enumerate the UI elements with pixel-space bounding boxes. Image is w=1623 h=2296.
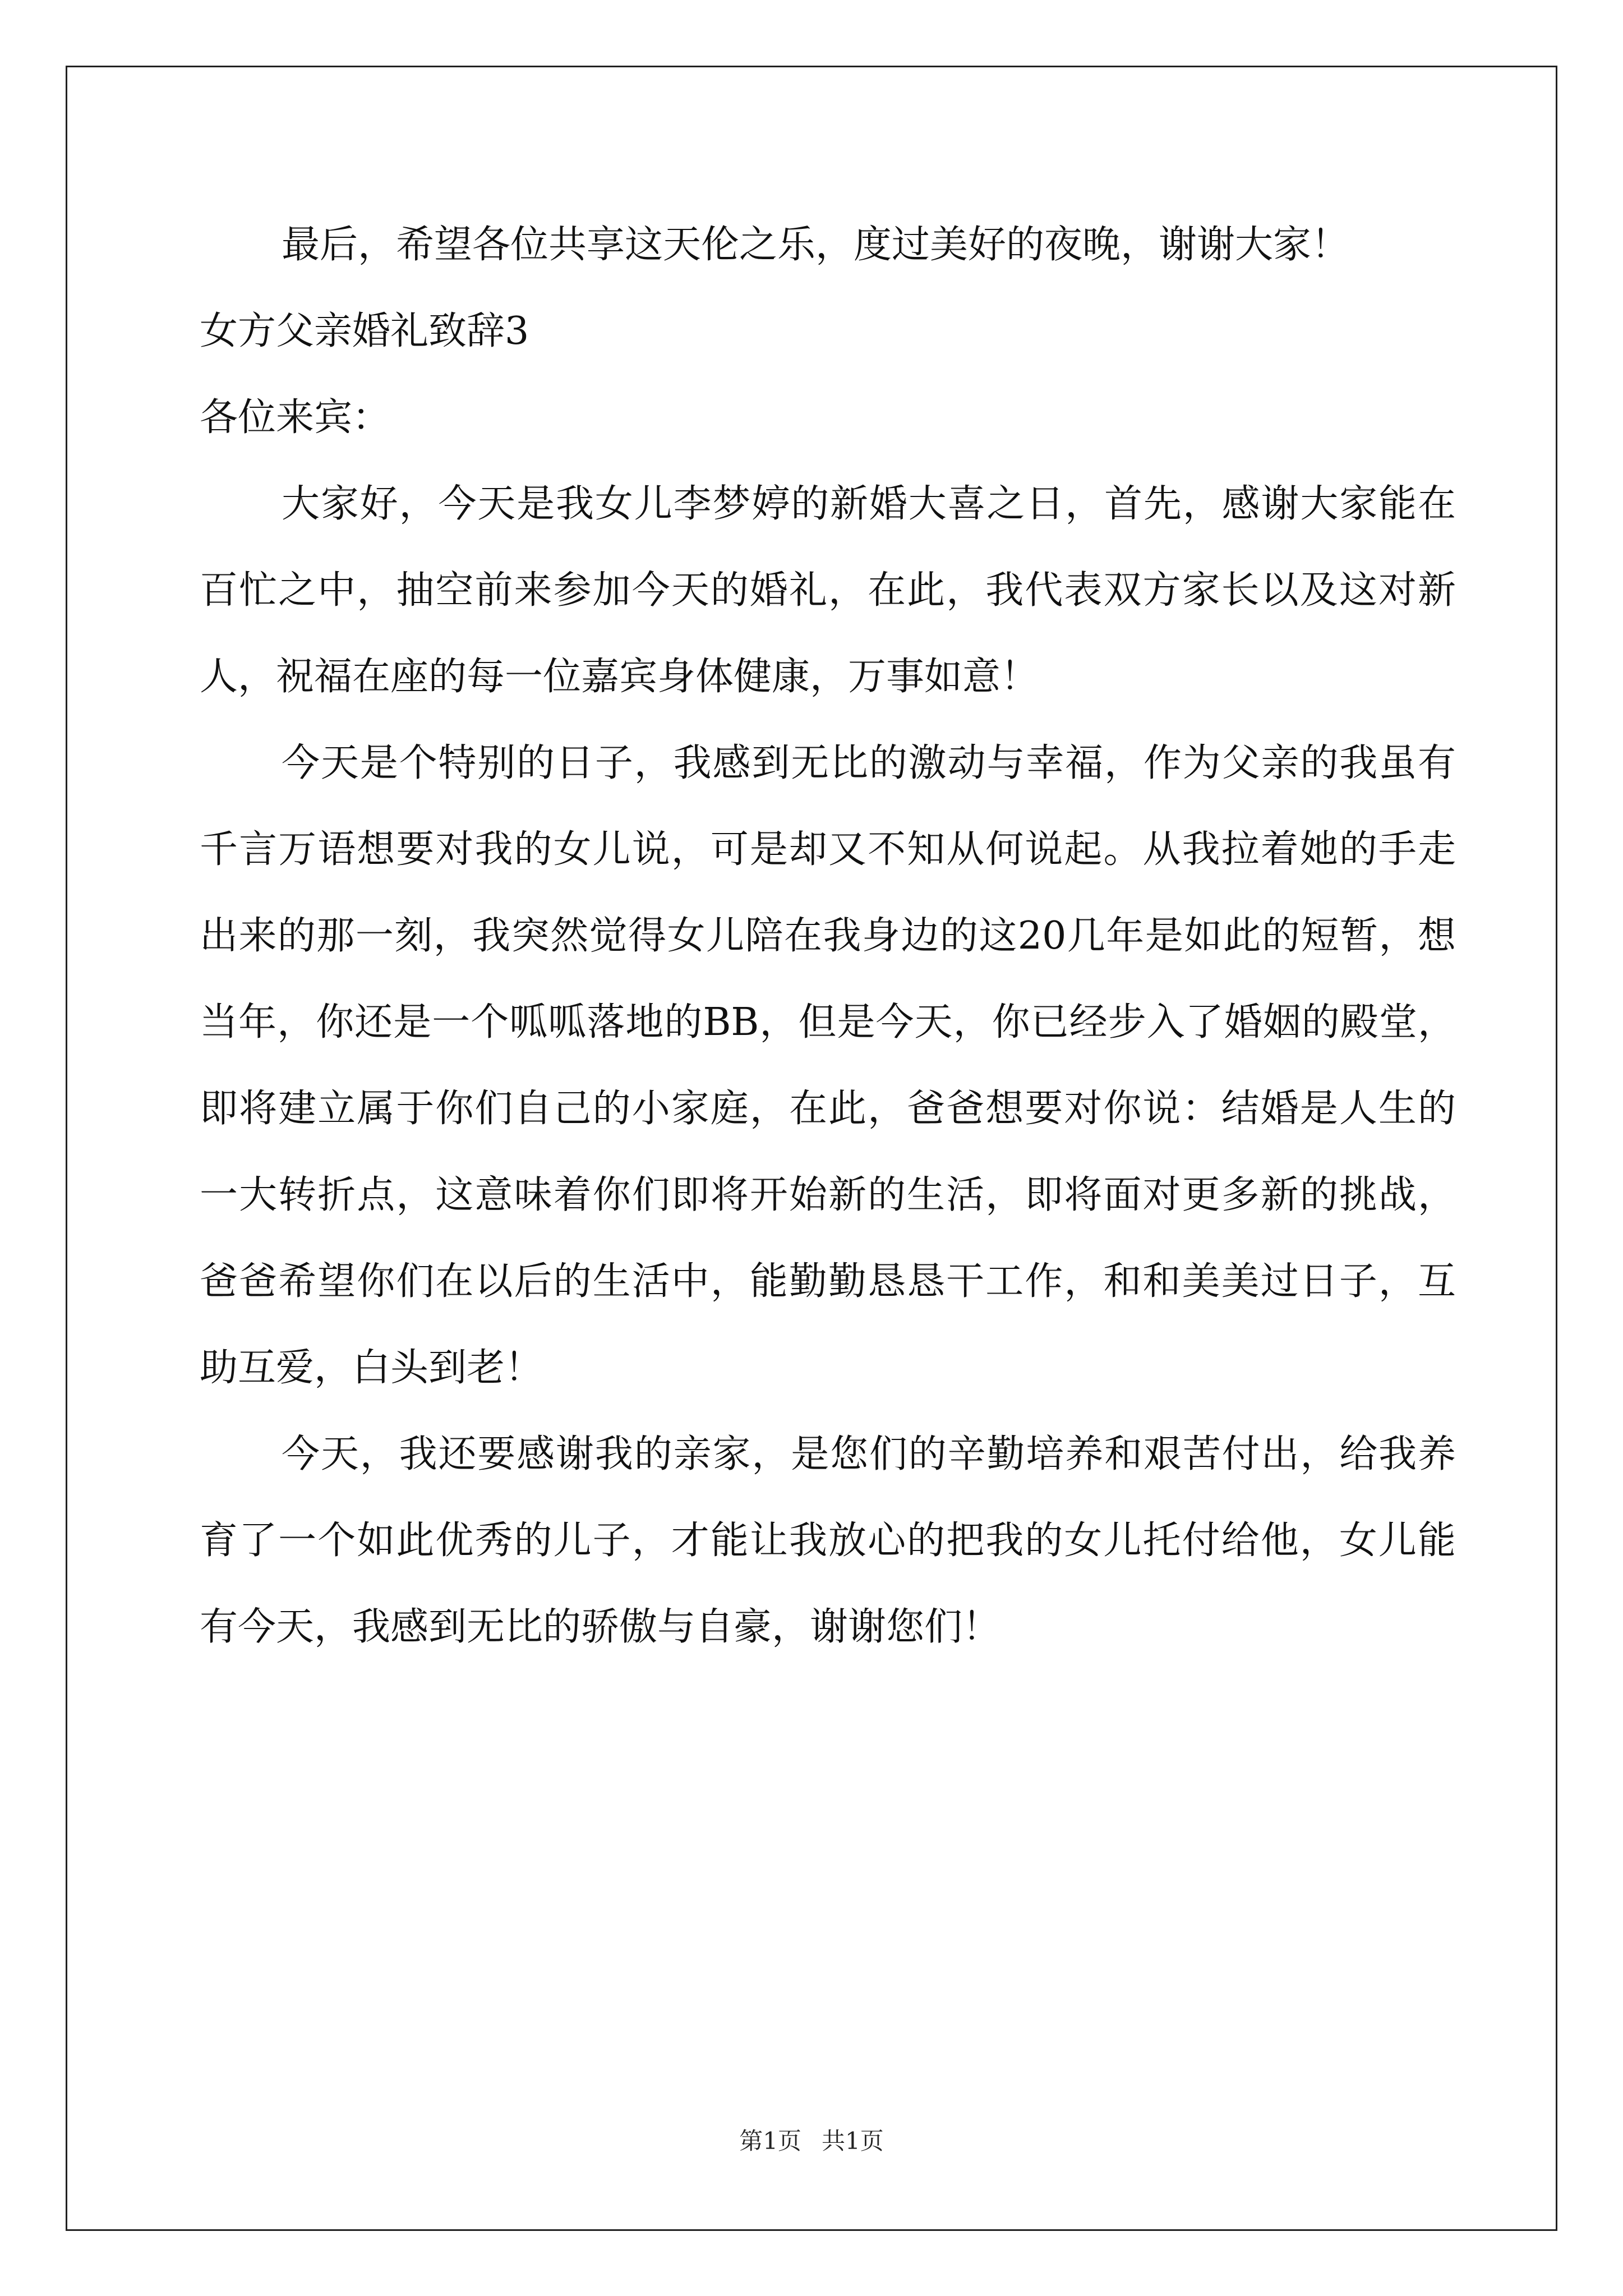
paragraph-greeting: 大家好，今天是我女儿李梦婷的新婚大喜之日，首先，感谢大家能在百忙之中，抽空前来参加今天的婚礼，在此，我代表双方家长以及这对新人，祝福在座的每一位嘉宾身体健康，万事如意！ — [200, 482, 1456, 699]
document-body — [200, 202, 1456, 1671]
section-heading: 女方父亲婚礼致辞3 — [200, 309, 529, 353]
salutation: 各位来宾： — [200, 395, 391, 440]
paragraph-father-message: 今天是个特别的日子，我感到无比的激动与幸福，作为父亲的我虽有千言万语想要对我的女儿说，可是却又不知从何说起。从我拉着她的手走出来的那一刻，我突然觉得女儿陪在我身边的这20几年是如此的短暂，想当年，你还是一个呱呱落地的BB，但是今天，你已经步入了婚姻的殿堂，即将建立属于你们自己的小家庭，在此，爸爸想要对你说：结婚是人生的一大转折点，这意味着你们即将开始新的生活，即将面对更多新的挑战，爸爸希望你们在以后的生活中，能勤勤恳恳干工作，和和美美过日子，互助互爱，白头到老！ — [200, 741, 1456, 1390]
page-footer — [0, 2127, 1623, 2155]
paragraph-closing: 最后，希望各位共享这天伦之乐，度过美好的夜晚，谢谢大家！ — [282, 223, 1350, 267]
page-total: 共1页 — [822, 2127, 884, 2155]
paragraph-thanks-inlaws: 今天，我还要感谢我的亲家，是您们的辛勤培养和艰苦付出，给我养育了一个如此优秀的儿子，才能让我放心的把我的女儿托付给他，女儿能有今天，我感到无比的骄傲与自豪，谢谢您们！ — [200, 1432, 1456, 1649]
page-number: 第1页 — [739, 2127, 801, 2155]
